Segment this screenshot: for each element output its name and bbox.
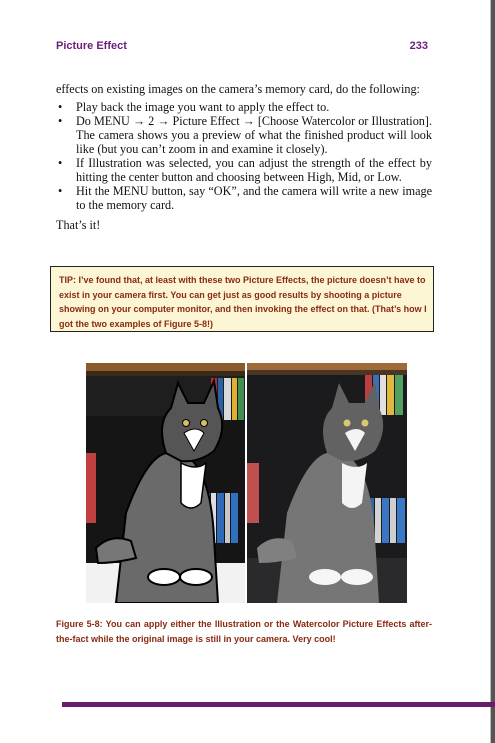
closing-line: That’s it! <box>56 218 101 232</box>
step-text: Do MENU → 2 → Picture Effect → [Choose Watercolor or Illustration]. The camera shows you a preview of what the finished product will look like (but you can’t zoom in and examine it closely). <box>76 114 432 156</box>
caption-text: Figure 5-8: You can apply either the Illustration or the Watercolor Picture Effects after-the-fact while the original image is still in your camera. Very cool! <box>56 619 432 644</box>
watercolor-cat-photo <box>247 363 407 603</box>
list-item <box>56 114 432 156</box>
steps-list <box>56 100 432 212</box>
intro-paragraph: effects on existing images on the camera’s memory card, do the following: <box>56 82 420 96</box>
step-text: Hit the MENU button, say “OK”, and the camera will write a new image to the memory card. <box>76 184 432 212</box>
step-text: If Illustration was selected, you can adjust the strength of the effect by hitting the center button and choosing between High, Mid, or Low. <box>76 156 432 184</box>
illustration-cat-photo <box>86 363 245 603</box>
bullet: • <box>58 184 63 198</box>
tip-box <box>50 266 434 332</box>
bullet: • <box>58 156 63 170</box>
page-number: 233 <box>409 40 428 52</box>
bullet: • <box>58 114 63 128</box>
chapter-title: Picture Effect <box>56 40 127 52</box>
footer-bar <box>62 702 495 707</box>
tip-text: TIP: I’ve found that, at least with these two Picture Effects, the picture doesn’t have to exist in your camera first. You can get just as good results by shooting a picture showing on your computer monitor, and then invoking the effect on that. (That’s how I got the two examples of Figure 5-8!) <box>59 275 427 329</box>
list-item <box>56 156 432 184</box>
bullet: • <box>58 100 63 114</box>
list-item <box>56 184 432 212</box>
list-item <box>56 100 432 114</box>
page-edge <box>491 0 495 743</box>
step-text: Play back the image you want to apply the effect to. <box>76 100 330 114</box>
figure-caption <box>56 617 432 646</box>
body-text <box>56 82 432 232</box>
